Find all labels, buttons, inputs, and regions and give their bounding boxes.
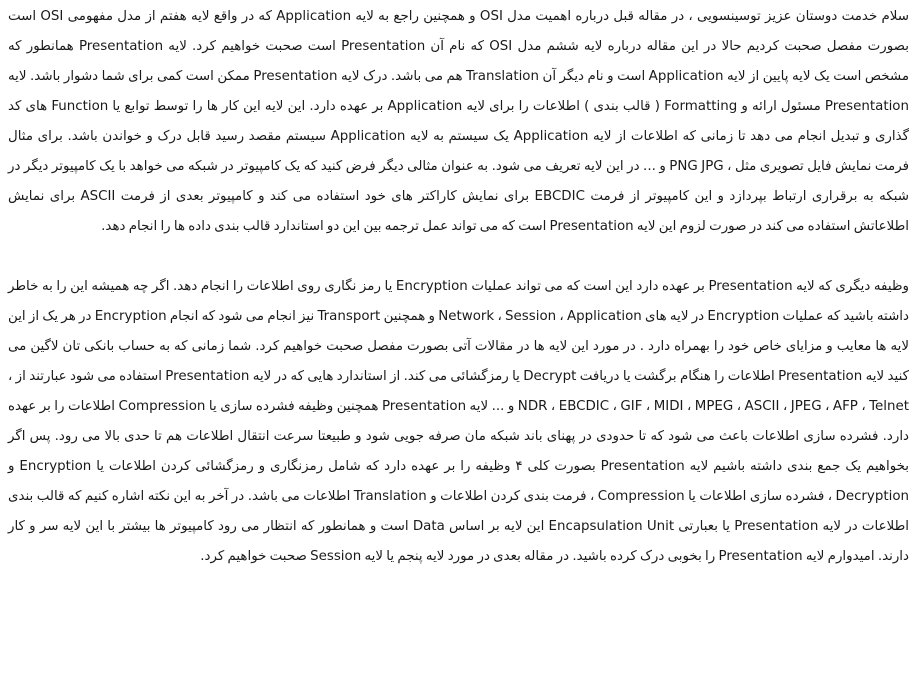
paragraph-encryption: وظیفه دیگری که لایه Presentation بر عهده دارد این است که می تواند عملیات Encryption یا رمز نگاری روی اطلاعات را انجام دهد. اگر چه همیشه این را به خاطر داشته باشید که عملیات Encryption در لایه های Network ، Session ، Application و همچنین Transport نیز انجام می شود که انجام Encryption در هر یک از این لایه ها معایب و مزایای خاص خود را بهمراه دارد . در مورد این لایه ها در مقالات آتی بصورت مفصل صحبت خواهیم کرد. شما زمانی که به حساب بانکی تان لاگین می کنید لایه Presentation اطلاعات را هنگام برگشت یا دریافت Decrypt یا رمزگشائی می کند. از استاندارد هایی که در لایه Presentation استفاده می شود عبارتند از ، NDR ، EBCDIC ، GIF ، MIDI ، MPEG ، ASCII ، JPEG ، AFP ، Telnet و ... لایه Presentation همچنین وظیفه فشرده سازی یا Compression اطلاعات را بر عهده دارد. فشرده سازی اطلاعات باعث می شود که تا حدودی در پهنای باند شبکه مان صرفه جویی شود و طبیعتا سرعت انتقال اطلاعات هم تا حدی بالا می رود. پس اگر بخواهیم یک جمع بندی داشته باشیم لایه Presentation بصورت کلی ۴ وظیفه را بر عهده دارد که شامل رمزنگاری و رمزگشائی کردن اطلاعات یا Encryption و Decryption ، فشرده سازی اطلاعات یا Compression ، فرمت بندی کردن اطلاعات و Translation اطلاعات می باشد. در آخر به این نکته اشاره کنیم که قالب بندی اطلاعات در لایه Presentation یا بعبارتی Encapsulation Unit این لایه بر اساس Data است و همانطور که انتظار می رود کامپیوتر ها بیشتر با این لایه سر و کار دارند. امیدوارم لایه Presentation را بخوبی درک کرده باشید. در مقاله بعدی در مورد لایه پنجم یا لایه Session صحبت خواهیم کرد. — [8, 279, 910, 564]
paragraph-intro: سلام خدمت دوستان عزیز توسینسویی ، در مقاله قبل درباره اهمیت مدل OSI و همچنین راجع به لایه Application که در واقع لایه هفتم از مدل مفهومی OSI است بصورت مفصل صحبت کردیم حالا در این مقاله درباره لایه ششم مدل OSI که نام آن Presentation است صحبت خواهیم کرد. لایه Presentation همانطور که مشخص است یک لایه پایین از لایه Application است و نام دیگر آن Translation هم می باشد. درک لایه Presentation ممکن است کمی برای شما دشوار باشد. لایه Presentation مسئول ارائه و Formatting ( قالب بندی ) اطلاعات را برای لایه Application بر عهده دارد. این لایه این کار ها را توسط توابع یا Function های کد گذاری و تبدیل انجام می دهد تا زمانی که اطلاعات از لایه Application یک سیستم به لایه Application سیستم مقصد رسید قابل درک و خواندن باشد. برای مثال فرمت نمایش فایل تصویری مثل ، PNG JPG و ... در این لایه تعریف می شود. به عنوان مثالی دیگر فرض کنید که یک کامپیوتر در شبکه می خواهد با یک کامپیوتر دیگر در شبکه به برقراری ارتباط بپردازد و این کامپیوتر از فرمت EBCDIC برای نمایش کاراکتر های خود استفاده می کند و کامپیوتر بعدی از فرمت ASCII برای نمایش اطلاعاتش استفاده می کند در صورت لزوم این لایه Presentation است که می تواند عمل ترجمه بین این دو استاندارد قالب بندی داده ها را انجام دهد. — [8, 9, 910, 234]
